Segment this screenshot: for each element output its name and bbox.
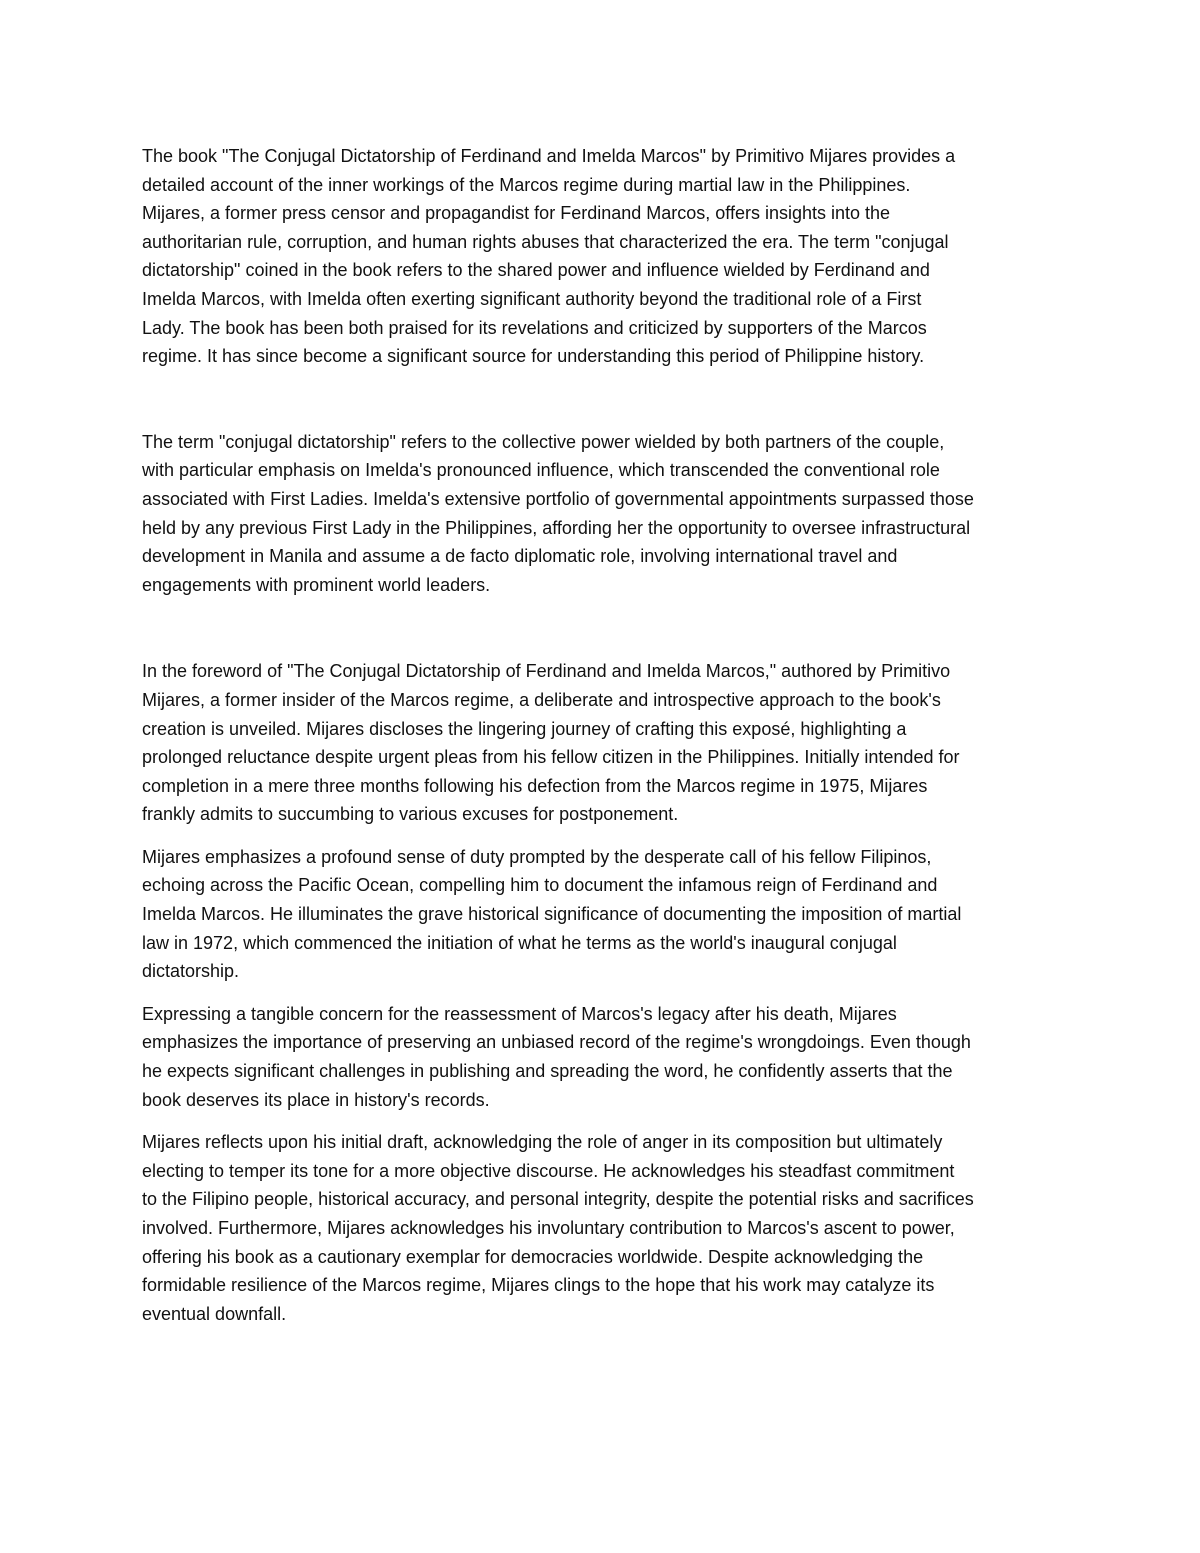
paragraph-line: echoing across the Pacific Ocean, compelling him to document the infamous reign of Ferdinand and [142,875,938,896]
paragraph-line: The term "conjugal dictatorship" refers to the collective power wielded by both partners of the couple, [142,431,945,452]
paragraph-line: formidable resilience of the Marcos regime, Mijares clings to the hope that his work may catalyze its [142,1275,935,1296]
paragraph-line: associated with First Ladies. Imelda's extensive portfolio of governmental appointments surpassed those [142,488,974,509]
paragraph-line: with particular emphasis on Imelda's pronounced influence, which transcended the conventional role [142,460,940,481]
paragraph-line: completion in a mere three months following his defection from the Marcos regime in 1975, Mijares [142,775,928,796]
paragraph-line: Imelda Marcos. He illuminates the grave historical significance of documenting the imposition of martial [142,904,962,925]
paragraph-2 [142,428,1062,600]
paragraph-line: he expects significant challenges in publishing and spreading the word, he confidently asserts that the [142,1061,953,1082]
paragraph-line: Mijares, a former insider of the Marcos regime, a deliberate and introspective approach to the book's [142,689,941,710]
paragraph-spacing [142,599,1062,657]
paragraph-line: dictatorship. [142,961,240,982]
paragraph-line: In the foreword of "The Conjugal Dictatorship of Ferdinand and Imelda Marcos," authored by Primitivo [142,661,951,682]
paragraph-line: Mijares reflects upon his initial draft, acknowledging the role of anger in its composition but ultimately [142,1132,943,1153]
paragraph-line: engagements with prominent world leaders. [142,574,491,595]
paragraph-line: to the Filipino people, historical accuracy, and personal integrity, despite the potential risks and sacrifices [142,1189,974,1210]
paragraph-line: prolonged reluctance despite urgent pleas from his fellow citizen in the Philippines. Initially intended for [142,747,960,768]
paragraph-line: regime. It has since become a significant source for understanding this period of Philippine history. [142,346,925,367]
paragraph-1 [142,142,1062,371]
paragraph-line: detailed account of the inner workings of the Marcos regime during martial law in the Philippines. [142,174,911,195]
paragraph-line: eventual downfall. [142,1303,287,1324]
paragraph-4 [142,843,1062,986]
paragraph-spacing [142,986,1062,1000]
paragraph-line: involved. Furthermore, Mijares acknowledges his involuntary contribution to Marcos's ascent to power, [142,1218,955,1238]
paragraph-line: Lady. The book has been both praised for its revelations and criticized by supporters of the Marcos [142,317,927,338]
document-body [142,142,1062,1328]
paragraph-line: authoritarian rule, corruption, and human rights abuses that characterized the era. The term "conjugal [142,231,949,252]
paragraph-spacing [142,1114,1062,1128]
paragraph-line: held by any previous First Lady in the Philippines, affording her the opportunity to oversee infrastructural [142,517,971,538]
paragraph-line: The book "The Conjugal Dictatorship of Ferdinand and Imelda Marcos" by Primitivo Mijares provides a [142,146,956,166]
paragraph-6 [142,1128,1062,1328]
paragraph-spacing [142,371,1062,428]
paragraph-line: dictatorship" coined in the book refers to the shared power and influence wielded by Ferdinand and [142,260,930,281]
paragraph-3 [142,657,1062,829]
paragraph-line: book deserves its place in history's records. [142,1089,490,1110]
paragraph-line: law in 1972, which commenced the initiation of what he terms as the world's inaugural conjugal [142,932,897,953]
paragraph-line: emphasizes the importance of preserving an unbiased record of the regime's wrongdoings. Even though [142,1032,971,1053]
paragraph-5 [142,1000,1062,1114]
paragraph-line: development in Manila and assume a de facto diplomatic role, involving international travel and [142,546,898,567]
paragraph-line: creation is unveiled. Mijares discloses the lingering journey of crafting this exposé, highlighting a [142,718,907,739]
paragraph-line: Expressing a tangible concern for the reassessment of Marcos's legacy after his death, Mijares [142,1003,897,1024]
paragraph-line: Imelda Marcos, with Imelda often exerting significant authority beyond the traditional role of a First [142,288,922,309]
paragraph-spacing [142,829,1062,843]
paragraph-line: offering his book as a cautionary exemplar for democracies worldwide. Despite acknowledging the [142,1246,924,1267]
paragraph-line: frankly admits to succumbing to various excuses for postponement. [142,804,679,825]
paragraph-line: electing to temper its tone for a more objective discourse. He acknowledges his steadfast commitment [142,1160,955,1181]
paragraph-line: Mijares, a former press censor and propagandist for Ferdinand Marcos, offers insights into the [142,203,891,224]
paragraph-line: Mijares emphasizes a profound sense of duty prompted by the desperate call of his fellow Filipinos, [142,846,932,867]
